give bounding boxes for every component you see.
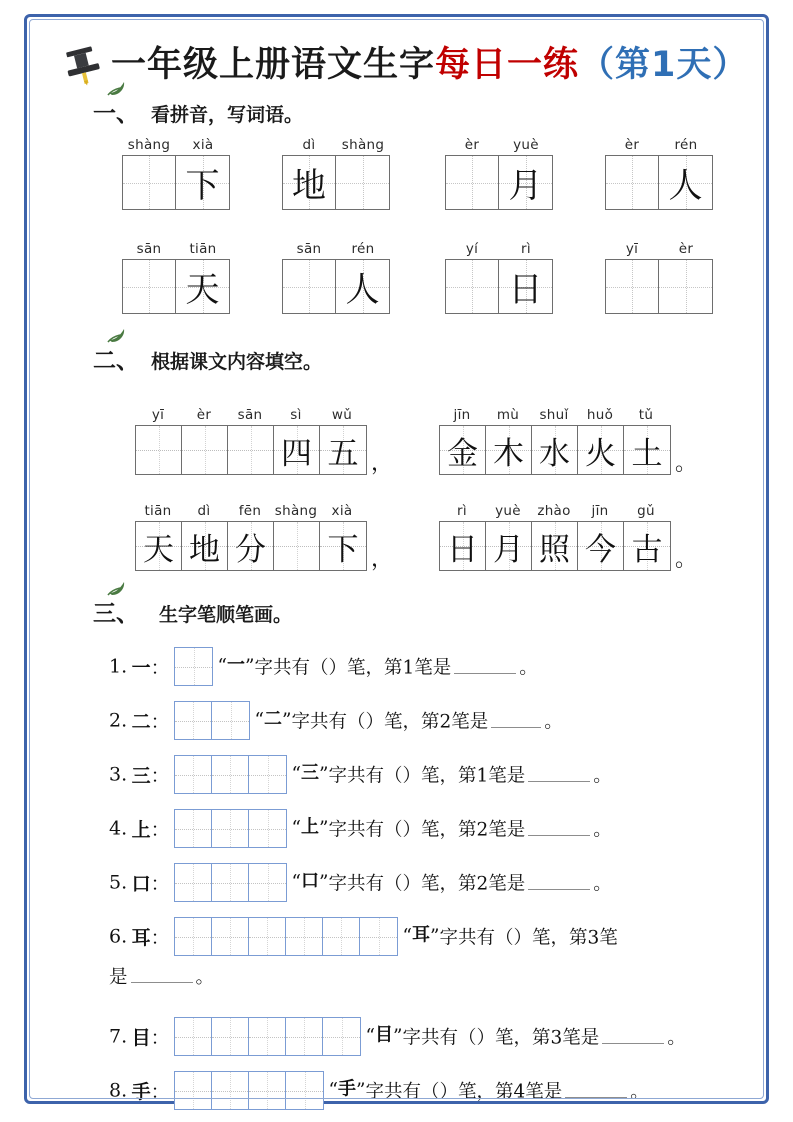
q-end: 。	[519, 657, 538, 679]
item-char: 口	[131, 873, 151, 895]
tianzige-grid[interactable]	[282, 155, 390, 210]
stroke-grid[interactable]	[174, 1071, 324, 1110]
tianzige-grid[interactable]	[445, 155, 553, 210]
leaf-icon	[107, 80, 133, 96]
q-text-1: 字共有（	[328, 765, 403, 787]
pinyin: sān	[136, 241, 162, 257]
q-open: “	[254, 710, 264, 731]
ex1-row1-group1	[122, 135, 230, 210]
pushpin-icon	[63, 45, 101, 87]
pinyin: rén	[674, 137, 698, 153]
q-char: 二	[264, 708, 282, 730]
q-open: “	[291, 764, 301, 785]
pinyin: huǒ	[586, 407, 614, 423]
q-end: 。	[593, 765, 612, 787]
q-text-2: ）笔，第1笔是	[328, 657, 452, 679]
ex2-row1-right	[439, 405, 697, 475]
pinyin: xià	[331, 503, 353, 519]
q-text-1: 字共有（	[291, 711, 366, 733]
pinyin: yī	[151, 407, 165, 423]
item-index: 3.	[109, 763, 128, 786]
item-index: 7.	[109, 1025, 128, 1048]
item-colon: ：	[150, 711, 170, 733]
grid-char: 月	[493, 531, 524, 568]
section-3-number: 三、	[93, 601, 139, 627]
grid-char: 木	[493, 435, 524, 472]
section-2-label: 根据课文内容填空。	[151, 351, 323, 373]
item-index: 4.	[109, 817, 128, 840]
q-end: 。	[667, 1027, 686, 1049]
pinyin: tǔ	[638, 407, 654, 423]
pinyin: rì	[457, 503, 467, 519]
stroke-grid[interactable]	[174, 755, 287, 794]
grid-char: 下	[185, 166, 220, 206]
stroke-item-1	[109, 647, 538, 686]
grid-char	[606, 260, 658, 313]
pinyin: wǔ	[331, 407, 353, 423]
grid-char: 天	[143, 531, 174, 568]
stroke-item-6-continuation	[109, 963, 214, 989]
pinyin: yuè	[495, 503, 521, 519]
ex1-row2-group3	[445, 239, 553, 314]
q-text-2: ）笔，第3笔	[513, 927, 618, 949]
q-char: 目	[375, 1024, 393, 1046]
ex1-row1-group4	[605, 135, 713, 210]
stroke-grid[interactable]	[174, 809, 287, 848]
section-3-label: 生字笔顺笔画。	[159, 604, 293, 626]
item-colon: ：	[150, 1027, 170, 1049]
q-open: “	[217, 656, 227, 677]
pinyin: rì	[521, 241, 531, 257]
grid-char: 古	[631, 531, 663, 568]
page-title	[111, 41, 756, 89]
stroke-item-5	[109, 863, 612, 902]
q-end: 。	[195, 967, 215, 988]
item-char: 上	[131, 819, 151, 841]
pinyin: yí	[465, 241, 479, 257]
answer-blank[interactable]	[528, 876, 590, 890]
section-header-2	[93, 342, 322, 376]
q-end: 。	[630, 1081, 649, 1103]
tianzige-grid[interactable]	[445, 259, 553, 314]
grid-char: 金	[447, 435, 478, 472]
ex2-row2-left	[135, 501, 393, 571]
grid-char: 人	[345, 270, 380, 310]
page-title-row	[27, 41, 766, 91]
q-char: 耳	[412, 924, 430, 946]
q-char: 一	[227, 654, 245, 676]
stroke-item-2	[109, 701, 563, 740]
grid-char: 四	[281, 435, 312, 472]
grid-char	[136, 426, 181, 474]
q-open: “	[402, 926, 412, 947]
ex1-row2-group2	[282, 239, 390, 314]
q-open: “	[291, 818, 301, 839]
section-header-3	[93, 595, 292, 629]
item-colon: ：	[150, 927, 170, 949]
pinyin: jīn	[591, 503, 609, 519]
q-open: “	[328, 1080, 338, 1101]
pinyin: tiān	[144, 503, 172, 519]
item-char: 手	[131, 1081, 151, 1103]
grid-char: 下	[327, 531, 359, 568]
punctuation: ，	[371, 547, 394, 572]
stroke-item-7	[109, 1017, 686, 1056]
pinyin: yuè	[513, 137, 539, 153]
section-header-1	[93, 95, 303, 129]
answer-blank[interactable]	[491, 714, 541, 728]
item-char: 二	[131, 711, 151, 733]
stroke-grid[interactable]	[174, 701, 250, 740]
grid-char: 地	[292, 166, 326, 206]
sentence-grid[interactable]	[135, 521, 367, 571]
q-text-2: ）笔，第4笔是	[439, 1081, 563, 1103]
item-index: 2.	[109, 709, 128, 732]
grid-char: 天	[185, 270, 220, 310]
pinyin: shàng	[274, 503, 318, 519]
pinyin: tiān	[189, 241, 217, 257]
stroke-item-8	[109, 1071, 649, 1110]
ex1-row2-group1	[122, 239, 230, 314]
pinyin: zhào	[537, 503, 571, 519]
item-char: 三	[131, 765, 151, 787]
pinyin: shàng	[127, 137, 171, 153]
pinyin: yī	[625, 241, 639, 257]
grid-char: 日	[447, 531, 478, 568]
ex1-row1-group3	[445, 135, 553, 210]
q-text-2: ）笔，第2笔是	[365, 711, 489, 733]
sentence-grid[interactable]	[439, 521, 671, 571]
item-char: 一	[131, 657, 151, 679]
leaf-icon	[107, 327, 133, 343]
answer-blank[interactable]	[131, 969, 193, 983]
section-1-label: 看拼音，写词语。	[151, 104, 304, 126]
q-text-1: 字共有（	[254, 657, 329, 679]
q-close: ”	[319, 872, 329, 893]
stroke-grid[interactable]	[174, 1017, 361, 1056]
item-colon: ：	[150, 1081, 170, 1103]
grid-char	[336, 156, 389, 209]
pinyin: dì	[197, 503, 211, 519]
title-part-blue: （第1天）	[579, 45, 749, 85]
ex2-row2-right	[439, 501, 697, 571]
sentence-grid[interactable]	[439, 425, 671, 475]
item-char: 目	[131, 1027, 151, 1049]
q-text-2: ）笔，第2笔是	[402, 873, 526, 895]
q-char: 上	[301, 816, 319, 838]
item-index: 5.	[109, 871, 128, 894]
q-end: 。	[593, 873, 612, 895]
item-colon: ：	[150, 765, 170, 787]
q-text-1: 字共有（	[439, 927, 514, 949]
pinyin: dì	[302, 137, 316, 153]
grid-char: 五	[327, 435, 359, 472]
q-close: ”	[319, 818, 329, 839]
q-end: 。	[544, 711, 563, 733]
q-text-1: 字共有（	[365, 1081, 440, 1103]
title-part-black: 一年级上册语文生字	[111, 45, 436, 85]
grid-char: 地	[189, 531, 220, 568]
item-index: 1.	[109, 655, 128, 678]
q-text-2: ）笔，第2笔是	[402, 819, 526, 841]
stroke-grid[interactable]	[174, 647, 213, 686]
q-close: ”	[282, 710, 292, 731]
grid-char: 今	[585, 531, 616, 568]
pinyin: èr	[678, 241, 694, 257]
pinyin: sān	[296, 241, 322, 257]
grid-char: 人	[668, 166, 703, 206]
q-close: ”	[356, 1080, 366, 1101]
tianzige-grid[interactable]	[605, 155, 713, 210]
answer-blank[interactable]	[528, 822, 590, 836]
pinyin: mù	[496, 407, 520, 423]
tianzige-grid[interactable]	[122, 259, 230, 314]
q-text-1: 字共有（	[328, 873, 403, 895]
grid-char	[659, 260, 712, 313]
pinyin: sì	[290, 407, 302, 423]
item-colon: ：	[150, 819, 170, 841]
pinyin: sān	[237, 407, 263, 423]
q-open: “	[365, 1026, 375, 1047]
grid-char	[182, 426, 227, 474]
q-char: 手	[338, 1078, 356, 1100]
pinyin: gǔ	[637, 503, 655, 519]
answer-blank[interactable]	[528, 768, 590, 782]
q-end: 。	[593, 819, 612, 841]
grid-char: 水	[539, 435, 570, 472]
punctuation: 。	[675, 451, 698, 476]
answer-blank[interactable]	[565, 1084, 627, 1098]
stroke-grid[interactable]	[174, 863, 287, 902]
item-char: 耳	[131, 927, 151, 949]
q-open: “	[291, 872, 301, 893]
q-text-1: 字共有（	[328, 819, 403, 841]
pinyin: shàng	[341, 137, 385, 153]
ex1-row2-group4	[605, 239, 713, 314]
q-close: ”	[393, 1026, 403, 1047]
item-index: 8.	[109, 1079, 128, 1102]
q-char: 口	[301, 870, 319, 892]
q-close: ”	[245, 656, 255, 677]
title-part-red: 每日一练	[435, 45, 580, 85]
grid-char	[274, 522, 319, 570]
ex2-row1-left	[135, 405, 393, 475]
stroke-item-6	[109, 917, 618, 956]
tianzige-grid[interactable]	[282, 259, 390, 314]
section-1-number: 一、	[93, 101, 139, 127]
grid-char	[446, 260, 498, 313]
grid-char: 日	[508, 270, 543, 310]
pinyin: èr	[624, 137, 640, 153]
grid-char	[228, 426, 273, 474]
grid-char: 火	[585, 435, 616, 472]
grid-char: 月	[508, 166, 543, 206]
ex1-row1-group2	[282, 135, 390, 210]
q-text-2: ）笔，第3笔是	[476, 1027, 600, 1049]
grid-char	[123, 260, 175, 313]
grid-char	[446, 156, 498, 209]
item-index: 6.	[109, 925, 128, 948]
sentence-grid[interactable]	[135, 425, 367, 475]
pinyin: èr	[464, 137, 480, 153]
q-text-1: 字共有（	[402, 1027, 477, 1049]
pinyin: fēn	[238, 503, 262, 519]
grid-char	[606, 156, 658, 209]
item-colon: ：	[150, 873, 170, 895]
pinyin: èr	[196, 407, 212, 423]
stroke-grid[interactable]	[174, 917, 398, 956]
q-wrap-prefix: 是	[109, 967, 128, 988]
stroke-item-4	[109, 809, 612, 848]
grid-char: 分	[235, 531, 266, 568]
worksheet-page	[24, 14, 769, 1104]
leaf-icon	[107, 580, 133, 596]
pinyin: xià	[192, 137, 214, 153]
q-close: ”	[319, 764, 329, 785]
section-2-number: 二、	[93, 348, 139, 374]
pinyin: rén	[351, 241, 375, 257]
pinyin: jīn	[453, 407, 471, 423]
answer-blank[interactable]	[602, 1030, 664, 1044]
pinyin: shuǐ	[539, 407, 569, 423]
grid-char	[283, 260, 335, 313]
tianzige-grid[interactable]	[605, 259, 713, 314]
answer-blank[interactable]	[454, 660, 516, 674]
tianzige-grid[interactable]	[122, 155, 230, 210]
q-text-2: ）笔，第1笔是	[402, 765, 526, 787]
stroke-item-3	[109, 755, 612, 794]
q-char: 三	[301, 762, 319, 784]
q-close: ”	[430, 926, 440, 947]
grid-char: 照	[539, 531, 570, 568]
item-colon: ：	[150, 657, 170, 679]
punctuation: ，	[371, 451, 394, 476]
grid-char	[123, 156, 175, 209]
grid-char: 土	[631, 435, 663, 472]
punctuation: 。	[675, 547, 698, 572]
